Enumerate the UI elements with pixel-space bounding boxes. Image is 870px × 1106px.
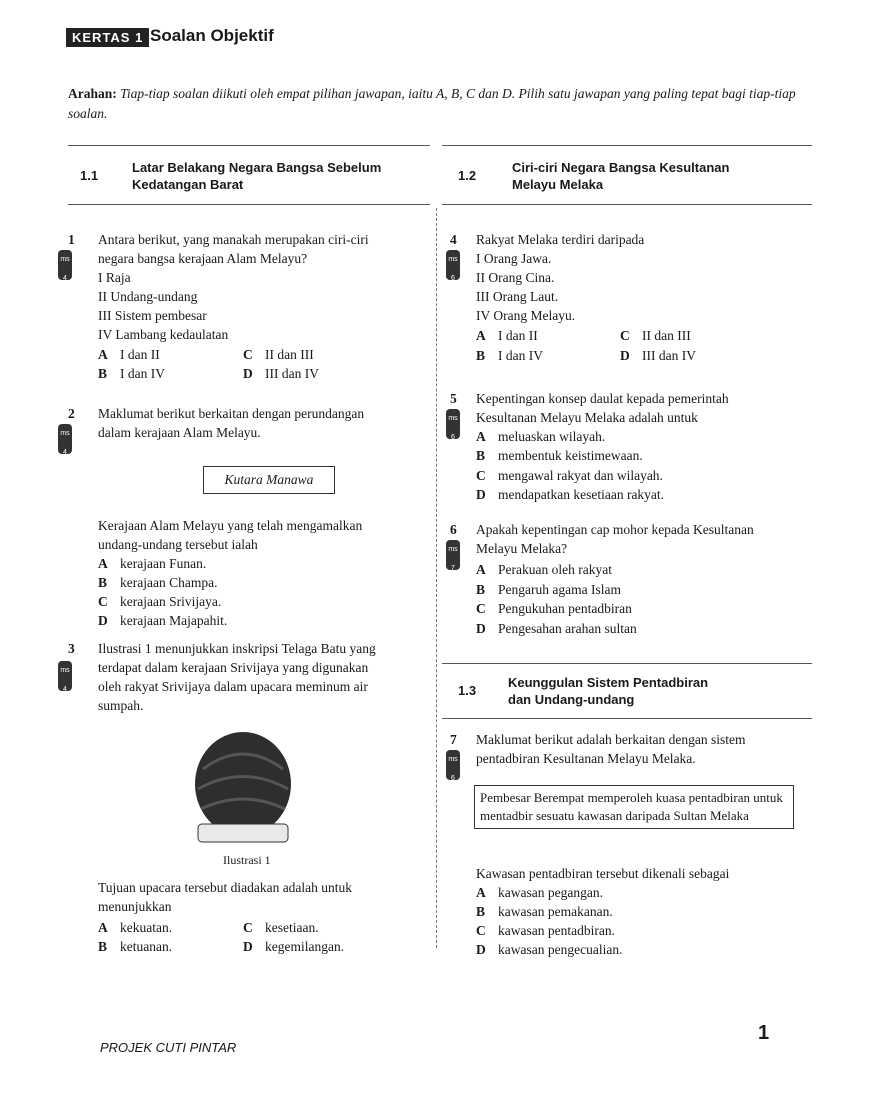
question-stem: Ilustrasi 1 menunjukkan inskripsi Telaga Batu yang terdapat dalam kerajaan Srivijaya yang digunakan oleh rakyat Srivijaya dalam upacara meminum air sumpah.: [98, 641, 376, 713]
option-c[interactable]: C II dan III: [243, 347, 314, 362]
option-c[interactable]: C kerajaan Srivijaya.: [98, 594, 222, 609]
marks-tag: ms 4: [58, 661, 72, 691]
option-b[interactable]: B I dan IV: [476, 348, 543, 363]
question-stem: Maklumat berikut berkaitan dengan perundangan dalam kerajaan Alam Melayu.: [98, 406, 365, 440]
option-b[interactable]: B Pengaruh agama Islam: [476, 582, 621, 597]
page-number: 1: [758, 1022, 770, 1044]
option-a[interactable]: A kerajaan Funan.: [98, 556, 207, 571]
info-box: Pembesar Berempat memperoleh kuasa pentadbiran untuk mentadbir sesuatu kawasan daripada Sultan Melaka: [474, 785, 794, 829]
question-number: 4: [450, 232, 457, 247]
section-1-1-header: [68, 145, 430, 205]
section-number: 1.1: [80, 168, 99, 183]
page-title: Soalan Objektif: [150, 26, 274, 45]
question-stem: Antara berikut, yang manakah merupakan ciri-ciri negara bangsa kerajaan Alam Melayu? I Raja II Undang-undang III Sistem pembesar IV Lambang kedaulatan: [98, 232, 369, 342]
question-stem: Kawasan pentadbiran tersebut dikenali sebagai: [476, 866, 730, 881]
question-number: 2: [68, 406, 75, 421]
option-a[interactable]: A I dan II: [476, 328, 538, 343]
footer-project: PROJEK CUTI PINTAR: [100, 1040, 237, 1055]
question-stem: Apakah kepentingan cap mohor kepada Kesultanan Melayu Melaka?: [476, 522, 754, 556]
marks-tag: ms 4: [58, 424, 72, 454]
option-c[interactable]: C II dan III: [620, 328, 691, 343]
section-number: 1.3: [458, 683, 477, 698]
question-number: 7: [450, 732, 457, 747]
section-1-3-header: [442, 663, 812, 719]
option-d[interactable]: D kerajaan Majapahit.: [98, 613, 228, 628]
option-c[interactable]: C kesetiaan.: [243, 920, 319, 935]
option-a[interactable]: A meluaskan wilayah.: [476, 429, 606, 444]
option-d[interactable]: D kawasan pengecualian.: [476, 942, 623, 957]
option-b[interactable]: B membentuk keistimewaan.: [476, 448, 643, 463]
option-d[interactable]: D III dan IV: [243, 366, 319, 381]
question-stem: Rakyat Melaka terdiri daripada I Orang Jawa. II Orang Cina. III Orang Laut. IV Orang Melayu.: [476, 232, 645, 323]
option-b[interactable]: B kawasan pemakanan.: [476, 904, 613, 919]
question-number: 6: [450, 522, 457, 537]
question-number: 3: [68, 641, 75, 656]
question-stem: Kepentingan konsep daulat kepada pemerintah Kesultanan Melayu Melaka adalah untuk: [476, 391, 729, 425]
option-a[interactable]: A Perakuan oleh rakyat: [476, 562, 612, 577]
section-title: Keunggulan Sistem Pentadbiran dan Undang-undang: [508, 675, 709, 707]
option-d[interactable]: D III dan IV: [620, 348, 696, 363]
marks-tag: ms 6: [446, 250, 460, 280]
marks-tag: ms 6: [446, 750, 460, 780]
question-stem: Maklumat berikut adalah berkaitan dengan sistem pentadbiran Kesultanan Melayu Melaka.: [476, 732, 746, 766]
option-d[interactable]: D kegemilangan.: [243, 939, 345, 954]
option-a[interactable]: A kawasan pegangan.: [476, 885, 603, 900]
paper-badge: KERTAS 1: [66, 28, 149, 47]
section-number: 1.2: [458, 168, 477, 183]
question-number: 1: [68, 232, 75, 247]
option-b[interactable]: B ketuanan.: [98, 939, 173, 954]
illustration-caption: Ilustrasi 1: [223, 853, 271, 867]
marks-tag: ms 6: [446, 409, 460, 439]
instruction-text: Tiap-tiap soalan diikuti oleh empat pilihan jawapan, iaitu A, B, C dan D. Pilih satu jawapan yang paling tepat bagi tiap-tiap soalan.: [68, 86, 796, 121]
option-d[interactable]: D Pengesahan arahan sultan: [476, 621, 637, 636]
option-c[interactable]: C kawasan pentadbiran.: [476, 923, 615, 938]
section-title: Latar Belakang Negara Bangsa Sebelum Kedatangan Barat: [132, 160, 382, 192]
info-box: Kutara Manawa: [203, 466, 335, 494]
option-d[interactable]: D mendapatkan kesetiaan rakyat.: [476, 487, 665, 502]
option-b[interactable]: B kerajaan Champa.: [98, 575, 218, 590]
instruction: [68, 84, 813, 124]
instruction-label: Arahan:: [68, 86, 117, 101]
option-b[interactable]: B I dan IV: [98, 366, 165, 381]
section-title: Ciri-ciri Negara Bangsa Kesultanan Melayu Melaka: [512, 160, 730, 192]
option-c[interactable]: C Pengukuhan pentadbiran: [476, 601, 632, 616]
column-divider: [436, 208, 437, 948]
option-a[interactable]: A kekuatan.: [98, 920, 173, 935]
question-stem: Kerajaan Alam Melayu yang telah mengamalkan undang-undang tersebut ialah: [98, 518, 363, 552]
option-c[interactable]: C mengawal rakyat dan wilayah.: [476, 468, 663, 483]
marks-tag: ms 7: [446, 540, 460, 570]
section-1-2-header: [442, 145, 812, 205]
marks-tag: ms 4: [58, 250, 72, 280]
option-a[interactable]: A I dan II: [98, 347, 160, 362]
question-stem: Tujuan upacara tersebut diadakan adalah untuk menunjukkan: [98, 880, 353, 914]
stone-inscription-illustration: [183, 729, 303, 849]
question-number: 5: [450, 391, 457, 406]
